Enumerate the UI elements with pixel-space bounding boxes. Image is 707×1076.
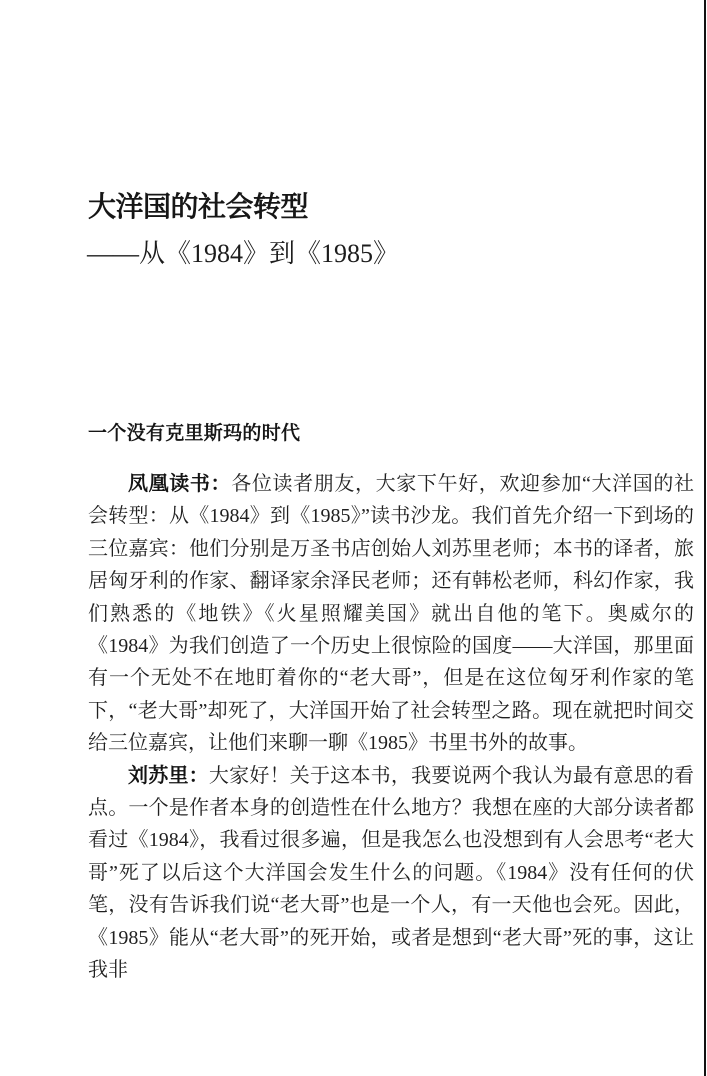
section-heading: 一个没有克里斯玛的时代 bbox=[88, 422, 301, 444]
page-subtitle: ——从《1984》到《1985》 bbox=[87, 239, 400, 268]
paragraph-text: 大家好！关于这本书，我要说两个我认为最有意思的看点。一个是作者本身的创造性在什么地方？我想在座的大部分读者都看过《1984》，我看过很多遍，但是我怎么也没想到有人会思考“老大哥”死了以后这个大洋国会发生什么的问题。《1984》没有任何的伏笔，没有告诉我们说“老大哥”也是一个人，有一天他也会死。因此，《1985》能从“老大哥”的死开始，或者是想到“老大哥”死的事，这让我非 bbox=[88, 764, 695, 982]
paragraph bbox=[88, 468, 694, 760]
body-text bbox=[88, 468, 694, 987]
page-title: 大洋国的社会转型 bbox=[88, 191, 309, 223]
speaker-name: 刘苏里 bbox=[128, 764, 189, 787]
scan-page-edge-line bbox=[704, 0, 706, 1076]
paragraph-text: 各位读者朋友，大家下午好，欢迎参加“大洋国的社会转型：从《1984》到《1985》”读书沙龙。我们首先介绍一下到场的三位嘉宾：他们分别是万圣书店创始人刘苏里老师；本书的译者，旅居匈牙利的作家、翻译家余泽民老师；还有韩松老师，科幻作家，我们熟悉的《地铁》《火星照耀美国》就出自他的笔下。奥威尔的《1984》为我们创造了一个历史上很惊险的国度——大洋国，那里面有一个无处不在地盯着你的“老大哥”，但是在这位匈牙利作家的笔下，“老大哥”却死了，大洋国开始了社会转型之路。现在就把时间交给三位嘉宾，让他们来聊一聊《1985》书里书外的故事。 bbox=[88, 473, 695, 755]
speaker-name: 凤凰读书 bbox=[128, 473, 211, 495]
speaker-colon: ： bbox=[210, 473, 232, 495]
speaker-colon: ： bbox=[188, 764, 209, 787]
paragraph bbox=[88, 760, 694, 987]
